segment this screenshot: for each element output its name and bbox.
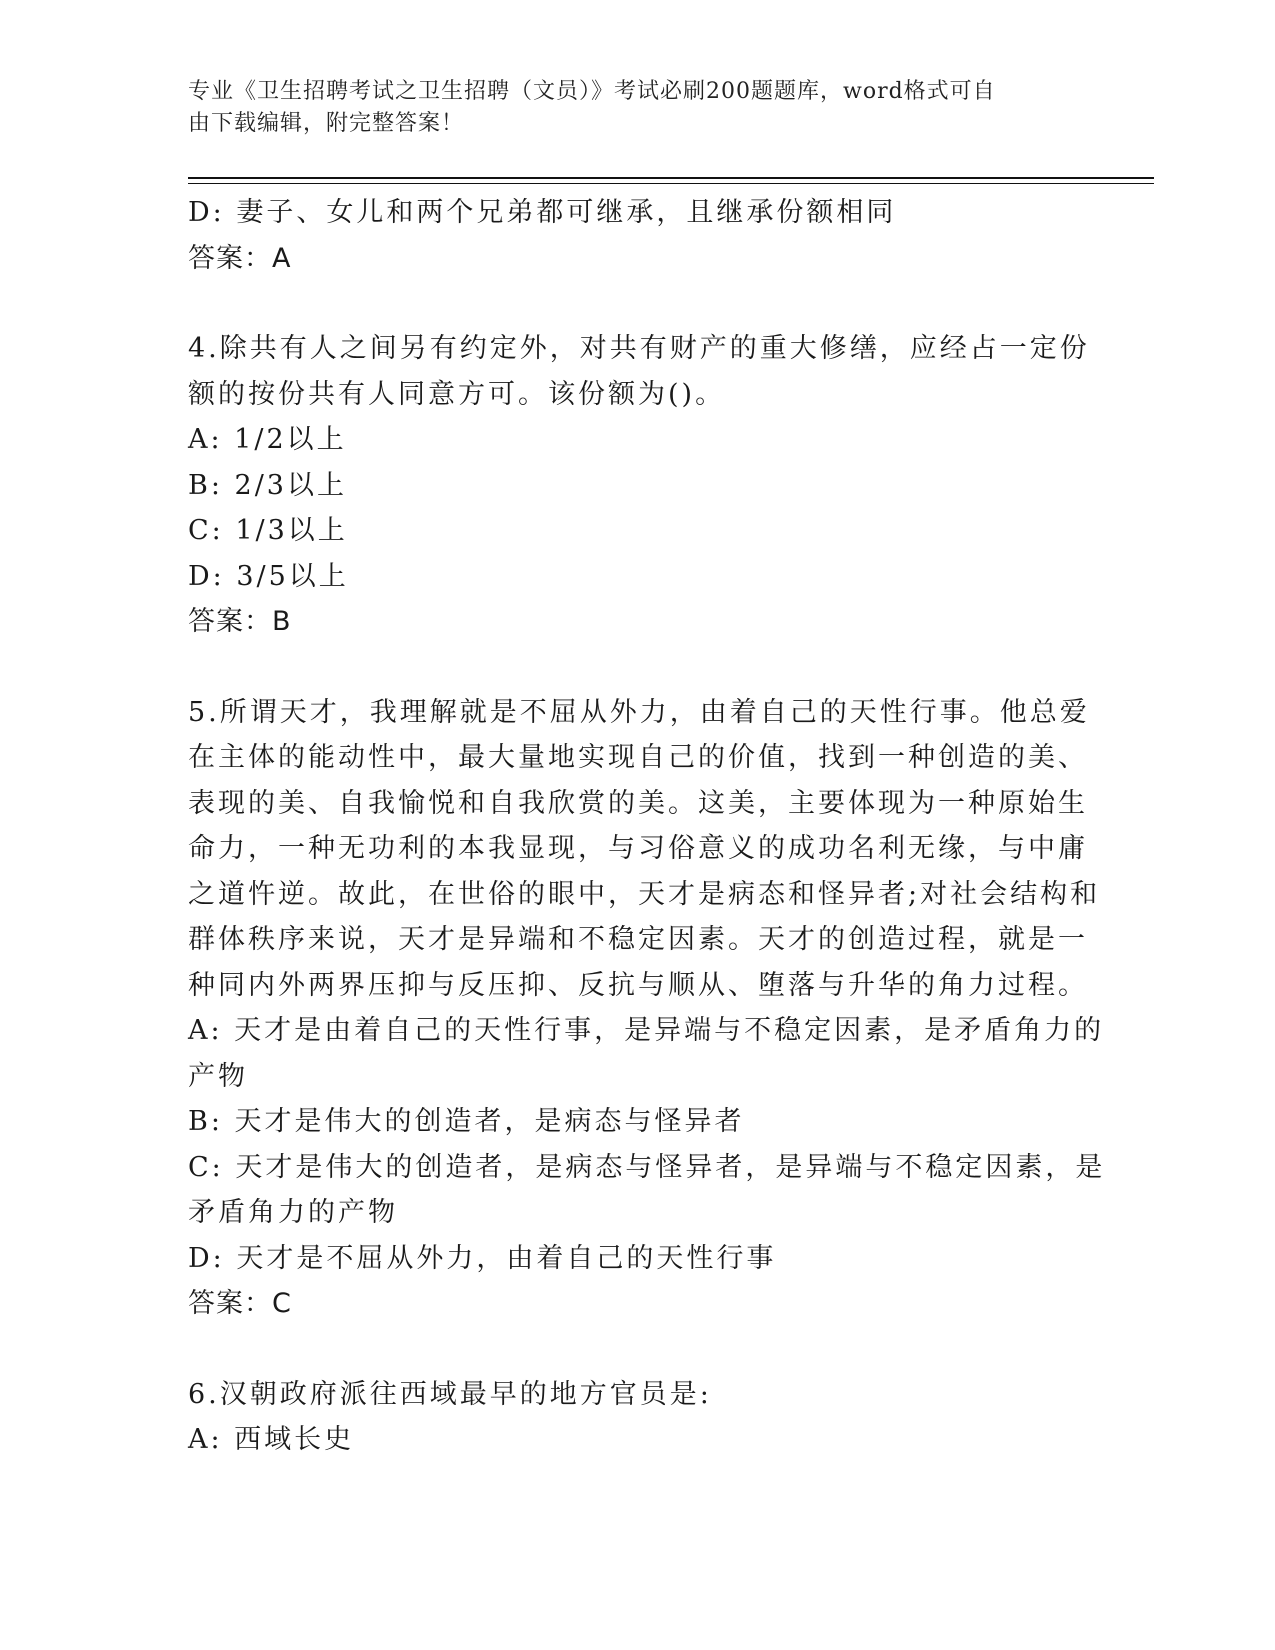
q5-option-c-line-2: 矛盾角力的产物	[188, 1197, 398, 1228]
question-6	[188, 1372, 1088, 1463]
header-line-2: 由下载编辑，附完整答案！	[188, 111, 465, 136]
q3-option-d: D: 妻子、女儿和两个兄弟都可继承，且继承份额相同	[188, 197, 897, 228]
q4-option-a: A: 1/2以上	[188, 424, 347, 455]
q5-option-d: D: 天才是不屈从外力，由着自己的天性行事	[188, 1242, 777, 1274]
q5-stem-line-6: 群体秩序来说，天才是异端和不稳定因素。天才的创造过程，就是一	[188, 924, 1088, 955]
header-line-1: 专业《卫生招聘考试之卫生招聘（文员）》考试必刷200题题库，word格式可自	[188, 79, 996, 104]
q4-option-d: D: 3/5以上	[188, 560, 349, 592]
spacer	[188, 645, 1088, 690]
page-header	[188, 76, 1068, 140]
q4-option-b: B: 2/3以上	[188, 469, 347, 501]
header-divider-thick	[188, 177, 1154, 179]
header-divider-thin	[188, 183, 1154, 184]
question-3	[188, 190, 1088, 281]
q5-stem-line-3: 表现的美、自我愉悦和自我欣赏的美。这美，主要体现为一种原始生	[188, 787, 1088, 819]
q5-option-a-line-2: 产物	[188, 1060, 248, 1092]
question-4	[188, 326, 1088, 645]
q4-stem-line-2: 额的按份共有人同意方可。该份额为()。	[188, 378, 726, 410]
question-5	[188, 690, 1106, 1327]
q5-option-a-line-1: A: 天才是由着自己的天性行事，是异端与不稳定因素，是矛盾角力的	[188, 1015, 1105, 1046]
q5-stem-line-7: 种同内外两界压抑与反压抑、反抗与顺从、堕落与升华的角力过程。	[188, 969, 1088, 1001]
spacer	[188, 281, 1088, 326]
q5-option-b: B: 天才是伟大的创造者，是病态与怪异者	[188, 1106, 745, 1137]
q5-stem-line-5: 之道忤逆。故此，在世俗的眼中，天才是病态和怪异者;对社会结构和	[188, 878, 1101, 910]
q5-stem-line-1: 5.所谓天才，我理解就是不屈从外力，由着自己的天性行事。他总爱	[188, 696, 1090, 728]
q5-stem-line-2: 在主体的能动性中，最大量地实现自己的价值，找到一种创造的美、	[188, 742, 1088, 773]
q4-option-c: C: 1/3以上	[188, 515, 348, 546]
q3-answer: 答案：A	[188, 242, 292, 274]
spacer	[188, 1327, 1088, 1372]
q4-stem-line-1: 4.除共有人之间另有约定外，对共有财产的重大修缮，应经占一定份	[188, 333, 1090, 364]
q5-option-c-line-1: C: 天才是伟大的创造者，是病态与怪异者，是异端与不稳定因素，是	[188, 1151, 1106, 1183]
q6-stem: 6.汉朝政府派往西域最早的地方官员是:	[188, 1378, 712, 1410]
q6-option-a: A: 西域长史	[188, 1424, 355, 1455]
q5-stem-line-4: 命力，一种无功利的本我显现，与习俗意义的成功名利无缘，与中庸	[188, 833, 1088, 864]
document-body	[188, 190, 1106, 1463]
q5-answer: 答案：C	[188, 1288, 292, 1319]
q4-answer: 答案：B	[188, 606, 292, 637]
